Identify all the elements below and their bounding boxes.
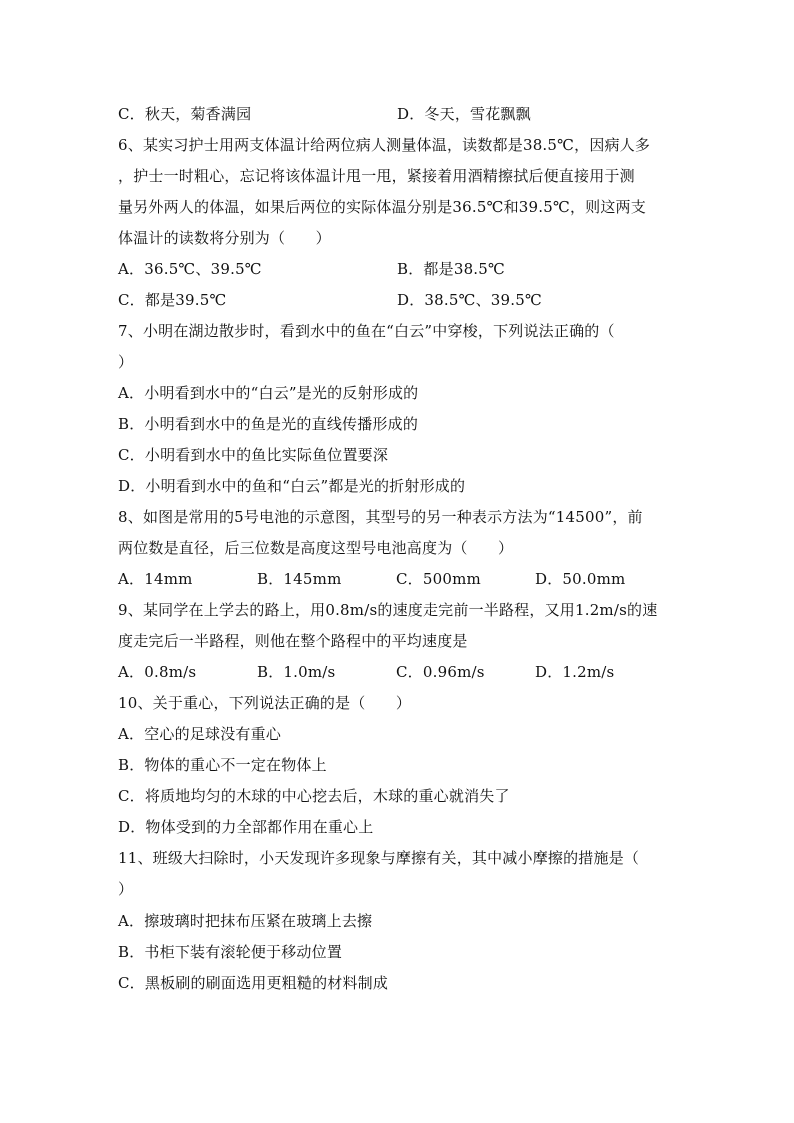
q9-stem-line-1: 9、某同学在上学去的路上，用0.8m/s的速度走完前一半路程，又用1.2m/s的速: [118, 601, 658, 619]
q11-stem-line-2: ）: [118, 880, 134, 898]
q7-option-d: D．小明看到水中的鱼和“白云”都是光的折射形成的: [118, 477, 466, 495]
q9-option-d: D．1.2m/s: [535, 663, 615, 681]
q7-stem-line-2: ）: [118, 353, 134, 371]
q9-option-c: C．0.96m/s: [396, 663, 485, 681]
q9-option-a: A．0.8m/s: [118, 663, 197, 681]
q11-stem-line-1: 11、班级大扫除时，小天发现许多现象与摩擦有关，其中减小摩擦的措施是（: [118, 849, 640, 867]
q8-option-c: C．500mm: [396, 570, 481, 588]
q6-option-d: D．38.5℃、39.5℃: [397, 291, 542, 309]
q9-stem-line-2: 度走完后一半路程，则他在整个路程中的平均速度是: [118, 632, 468, 650]
q6-option-a: A．36.5℃、39.5℃: [118, 260, 262, 278]
q9-option-b: B．1.0m/s: [257, 663, 336, 681]
q8-stem-line-2: 两位数是直径，后三位数是高度这型号电池高度为（ ）: [118, 539, 514, 557]
q6-stem-line-2: ，护士一时粗心，忘记将该体温计甩一甩，紧接着用酒精擦拭后便直接用于测: [118, 167, 635, 185]
q6-stem-line-4: 体温计的读数将分别为（ ）: [118, 229, 331, 247]
q8-option-b: B．145mm: [257, 570, 342, 588]
q5-option-c: C．秋天，菊香满园: [118, 105, 252, 123]
q8-option-a: A．14mm: [118, 570, 193, 588]
q11-option-c: C．黑板刷的刷面选用更粗糙的材料制成: [118, 974, 389, 992]
q7-option-c: C．小明看到水中的鱼比实际鱼位置要深: [118, 446, 389, 464]
q6-stem-line-3: 量另外两人的体温，如果后两位的实际体温分别是36.5℃和39.5℃，则这两支: [118, 198, 646, 216]
q7-option-a: A．小明看到水中的“白云”是光的反射形成的: [118, 384, 419, 402]
q11-option-b: B．书柜下装有滚轮便于移动位置: [118, 943, 343, 961]
q10-option-a: A．空心的足球没有重心: [118, 725, 282, 743]
q11-option-a: A．擦玻璃时把抹布压紧在玻璃上去擦: [118, 912, 373, 930]
q6-option-b: B．都是38.5℃: [397, 260, 506, 278]
q7-stem-line-1: 7、小明在湖边散步时，看到水中的鱼在“白云”中穿梭，下列说法正确的（: [118, 322, 615, 340]
q7-option-b: B．小明看到水中的鱼是光的直线传播形成的: [118, 415, 419, 433]
q5-option-d: D．冬天，雪花飘飘: [397, 105, 531, 123]
q8-stem-line-1: 8、如图是常用的5号电池的示意图，其型号的另一种表示方法为“14500”，前: [118, 508, 643, 526]
q10-option-d: D．物体受到的力全部都作用在重心上: [118, 818, 374, 836]
q8-option-d: D．50.0mm: [535, 570, 626, 588]
q10-option-b: B．物体的重心不一定在物体上: [118, 756, 327, 774]
q6-option-c: C．都是39.5℃: [118, 291, 227, 309]
q10-stem-line-1: 10、关于重心，下列说法正确的是（ ）: [118, 694, 412, 712]
q6-stem-line-1: 6、某实习护士用两支体温计给两位病人测量体温，读数都是38.5℃，因病人多: [118, 136, 651, 154]
q10-option-c: C．将质地均匀的木球的中心挖去后，木球的重心就消失了: [118, 787, 510, 805]
